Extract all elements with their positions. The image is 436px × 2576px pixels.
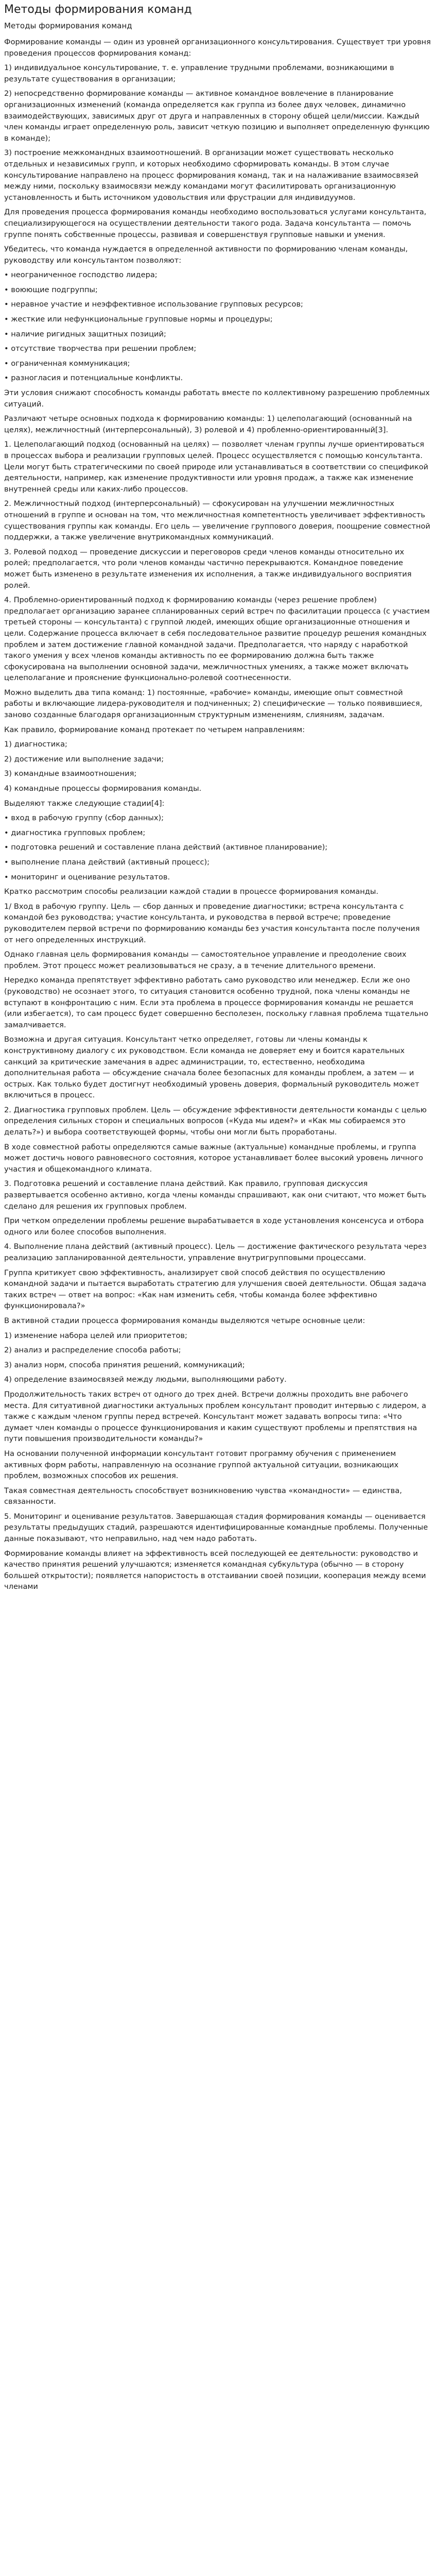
paragraph: • отсутствие творчества при решении проблем; [4, 344, 197, 353]
paragraph: Формирование команды — один из уровней организационного консультирования. Существует три уровня проведения процессов формирования команд: [4, 38, 431, 58]
paragraph: 3) построение межкомандных взаимоотношений. В организации может существовать несколько отдельных и независимых групп, и которых необходимо сформировать команды. В этом случае консультирование направлено на процесс формирования команд, так и на налаживание взаимосвязей между ними, поскольку взаимосвязи между командами могут фасилитировать организационную установленность и быть источником удовольствия или фрустрации для индивидуумов. [4, 148, 418, 202]
paragraph: 5. Мониторинг и оценивание результатов. Завершающая стадия формирования команды — оценивается результаты предыдущих стадий, разрешаются идентифицированные командные проблемы. Полученные данные показывают, что неправильно, над чем надо работать. [4, 1512, 428, 1544]
paragraph: 4. Выполнение плана действий (активный процесс). Цель — достижение фактического результата через реализацию запланированной деятельности, управление внутригрупповыми процессами. [4, 1242, 427, 1262]
paragraph: 2. Диагностика групповых проблем. Цель — обсуждение эффективности деятельности команды с целью определения сильных сторон и специальных вопросов («Куда мы идем?» и «Как мы собираемся это делать?») и выбора соответствующей формы, чтобы они могли быть проработаны. [4, 1105, 427, 1137]
paragraph: Такая совместная деятельность способствует возникновению чувства «командности» — единства, связанности. [4, 1486, 402, 1506]
paragraph: 2) непосредственно формирование команды — активное командное вовлечение в планирование организационных изменений (команда определяется как группа из более двух человек, динамично взаимодействующих, зависимых друг от друга и направленных в сторону общей цели/миссии. Каждый член команды играет определенную роль, зависит четкую позицию и выполняет определенную функцию в команде); [4, 89, 430, 143]
paragraph: • выполнение плана действий (активный процесс); [4, 858, 210, 867]
paragraph: 1) диагностика; [4, 740, 67, 749]
paragraph: • неравное участие и неэффективное использование групповых ресурсов; [4, 300, 303, 309]
paragraph: В ходе совместной работы определяются самые важные (актуальные) командные проблемы, и группа может достичь нового равновесного состояния, которое устанавливает более высокий уровень личного участия и общекомандного климата. [4, 1142, 423, 1174]
paragraph: Как правило, формирование команд протекает по четырем направлениям: [4, 725, 305, 734]
paragraph: 1) индивидуальное консультирование, т. е. управление трудными проблемами, возникающими в результате существования в организации; [4, 63, 394, 83]
paragraph: Выделяют также следующие стадии[4]: [4, 799, 165, 808]
paragraph: Убедитесь, что команда нуждается в определенной активности по формированию членам команды, руководству или консультантом позволяют: [4, 245, 408, 265]
paragraph: Формирование команды влияет на эффективность всей последующей ее деятельности: руководство и качество принятия решений улучшаются; изменяется командная субкультура (обычно — в сторону большей открытости); появляется напористость в отстаивании своей позиции, кооперация между всеми членами [4, 1549, 426, 1591]
paragraph: • вход в рабочую группу (сбор данных); [4, 814, 164, 823]
paragraph: • ограниченная коммуникация; [4, 359, 130, 368]
paragraph: Кратко рассмотрим способы реализации каждой стадии в процессе формирования команды. [4, 887, 378, 896]
page-title: Методы формирования команд [4, 3, 192, 16]
paragraph: • воюющие подгруппы; [4, 285, 98, 294]
paragraph: Различают четыре основных подхода к формированию команды: 1) целеполагающий (основанный на целях), межличностный (интерперсональный), 3) ролевой и 4) проблемно-ориентированный[3]. [4, 414, 412, 434]
paragraph: Нередко команда препятствует эффективно работать само руководство или менеджер. Если же оно (руководство) не осознает этого, то ситуация становится особенно трудной, пока члены команды не вступают в конфронтацию с ним. Если эта проблема в процессе формирования команды не решается (или избегается), то сам процесс будет совершенно бесполезен, поскольку главная проблема тщательно замалчивается. [4, 976, 429, 1029]
paragraph: 2. Межличностный подход (интерперсональный) — сфокусирован на улучшении межличностных отношений в группе и основан на том, что межличностная компетентность увеличивает эффективность существования группы как команды. Его цель — увеличение группового доверия, поощрение совместной поддержки, а также увеличение внутрикомандных коммуникаций. [4, 499, 430, 542]
paragraph: 1. Целеполагающий подход (основанный на целях) — позволяет членам группы лучше ориентироваться в процессах выбора и реализации групповых целей. Процесс осуществляется с помощью консультанта. Цели могут быть стратегическими по своей природе или устанавливаться в соответствии со спецификой деятельности, например, как изменение продуктивности или уровня продаж, а также как изменение внутренней среды или каких-либо процессов. [4, 440, 428, 494]
paragraph: Эти условия снижают способность команды работать вместе по коллективному разрешению проблемных ситуаций. [4, 388, 430, 409]
paragraph: • мониторинг и оценивание результатов. [4, 872, 170, 882]
paragraph: • подготовка решений и составление плана действий (активное планирование); [4, 843, 328, 852]
page-subtitle: Методы формирования команд [4, 21, 132, 30]
paragraph: В активной стадии процесса формирования команды выделяются четыре основные цели: [4, 1316, 365, 1325]
paragraph: На основании полученной информации консультант готовит программу обучения с применением активных форм работы, направленную на осознание группой актуальной ситуации, возникающих проблем, возможных способов их решения. [4, 1449, 399, 1481]
paragraph: • разногласия и потенциальные конфликты. [4, 374, 183, 383]
paragraph: Возможна и другая ситуация. Консультант четко определяет, готовы ли члены команды к конструктивному диалогу с их руководством. Если команда не доверяет ему и боится карательных санкций за критические замечания в адрес администрации, то, естественно, необходима дополнительная работа — обсуждение сначала более безопасных для команды проблем, а затем — и острых. Как только будет достигнут необходимый уровень доверия, формальный руководитель может включиться в процесс. [4, 1035, 420, 1100]
article-body [4, 37, 431, 1592]
paragraph: 2) достижение или выполнение задачи; [4, 754, 164, 764]
paragraph: Продолжительность таких встреч от одного до трех дней. Встречи должны проходить вне рабочего места. Для ситуативной диагностики актуальных проблем консультант проводит интервью с лидером, а также с каждым членом группы перед встречей. Консультант может задавать вопросы типа: «Что думает член команды о процессе функционирования и каким существуют проблемы и препятствия на пути повышения производительности команды?» [4, 1389, 426, 1444]
paragraph: Для проведения процесса формирования команды необходимо воспользоваться услугами консультанта, специализирующегося на осуществлении деятельности такого рода. Задача консультанта — помочь группе понять собственные процессы, развивая и совершенствуя групповые навыки и умения. [4, 208, 427, 239]
paragraph: 4) командные процессы формирования команды. [4, 784, 202, 793]
paragraph: • неограниченное господство лидера; [4, 270, 158, 280]
paragraph: 3. Ролевой подход — проведение дискуссии и переговоров среди членов команды относительно их ролей; предполагается, что роли членов команды частично перекрываются. Командное поведение может быть изменено в результате изменения их исполнения, а также индивидуального восприятия ролей. [4, 547, 412, 590]
paragraph: Однако главная цель формирования команды — самостоятельное управление и преодоление своих проблем. Этот процесс может реализовываться не сразу, а в течение длительного времени. [4, 950, 407, 970]
paragraph: 1/ Вход в рабочую группу. Цель — сбор данных и проведение диагностики; встреча консультанта с командой без руководства; участие консультанта, и руководства в первой встрече; проведение руководителем первой встречи по формированию команды без участия консультанта после получения от него определенных инструкций. [4, 902, 420, 944]
paragraph: 3. Подготовка решений и составление плана действий. Как правило, групповая дискуссия развертывается особенно активно, когда члены команды спрашивают, как они считают, что может быть сделано для решения их групповых проблем. [4, 1179, 427, 1211]
paragraph: 2) анализ и распределение способа работы; [4, 1346, 181, 1355]
paragraph: Группа критикует свою эффективность, анализирует свой способ действия по осуществлению командной задачи и пытается выработать стратегию для улучшения своей деятельности. Общая задача таких встреч — ответ на вопрос: «Как нам изменить себя, чтобы команда более эффективно функционировала?» [4, 1268, 427, 1311]
paragraph: При четком определении проблемы решение вырабатывается в ходе установления консенсуса и отбора одного или более способов выполнения. [4, 1216, 424, 1236]
page [0, 2, 436, 1602]
paragraph: 3) командные взаимоотношения; [4, 769, 137, 778]
paragraph: Можно выделить два типа команд: 1) постоянные, «рабочие» команды, имеющие опыт совместной работы и включающие лидера-руководителя и подчиненных; 2) специфические — только появившиеся, заново созданные благодаря организационным структурным изменениям, слияниям, задачам. [4, 688, 423, 720]
paragraph: 4. Проблемно-ориентированный подход к формированию команды (через решение проблем) предполагает организацию заранее спланированных серий встреч по фасилитации процесса (с участием третьей стороны — консультанта) с группой людей, имеющих общие организационные отношения и цели. Содержание процесса включает в себя последовательное развитие процедур решения командных проблем и затем достижение главной командной задачи. Предполагается, что наряду с наработкой такого умения у всех членов команды активность по ее формированию должна быть также сфокусирована на выполнении основной задачи, межличностных умениях, а также может включать целеполагание и прояснение функционально-ролевой соотнесенности. [4, 596, 430, 683]
paragraph: • жесткие или нефункциональные групповые нормы и процедуры; [4, 315, 273, 324]
paragraph: • диагностика групповых проблем; [4, 828, 146, 837]
paragraph: • наличие ригидных защитных позиций; [4, 329, 166, 338]
paragraph: 1) изменение набора целей или приоритетов; [4, 1331, 187, 1340]
paragraph: 4) определение взаимосвязей между людьми, выполняющими работу. [4, 1375, 287, 1384]
paragraph: 3) анализ норм, способа принятия решений, коммуникаций; [4, 1360, 245, 1369]
